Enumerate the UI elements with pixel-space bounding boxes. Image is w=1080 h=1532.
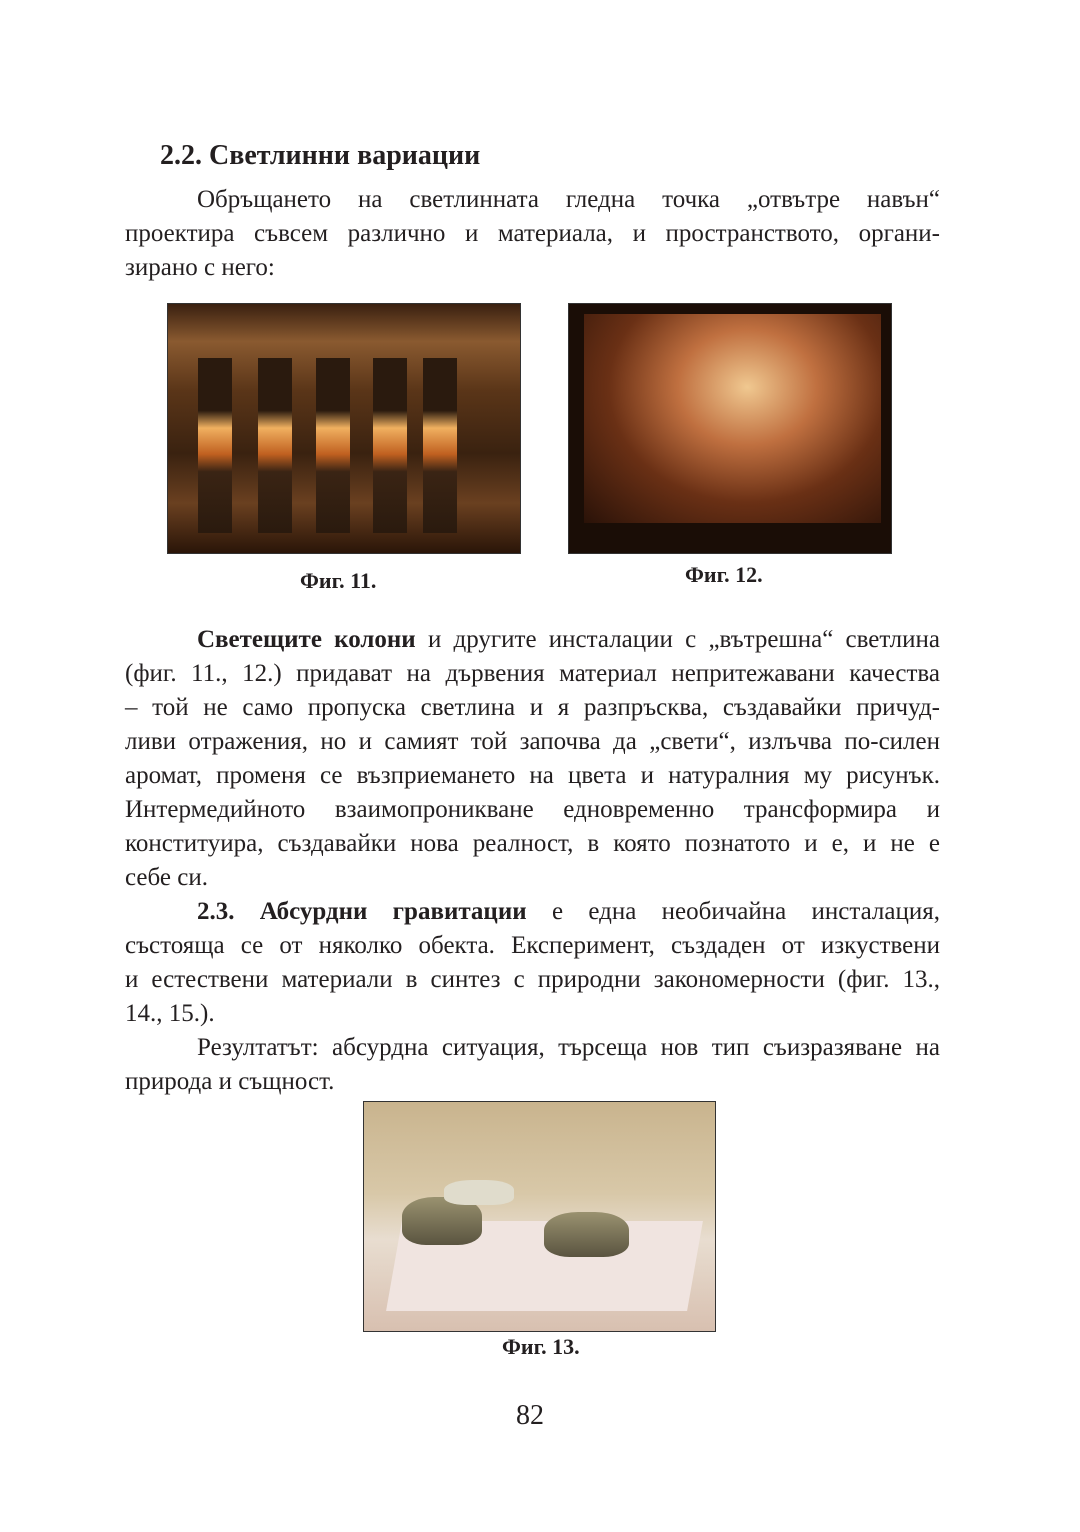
intro-paragraph [125, 183, 940, 285]
text-line [125, 623, 940, 657]
text-line: аромат, променя се възприемането на цвета и натуралния му рисунък. [125, 762, 940, 789]
body-paragraph-1 [125, 623, 940, 1099]
figure-12-image [568, 303, 892, 554]
text-line: зирано с него: [125, 254, 275, 281]
page-number: 82 [516, 1400, 544, 1431]
text-line: ливи отражения, но и самият той започва да „свети“, излъчва по-силен [125, 728, 940, 755]
figure-13-caption: Фиг. 13. [502, 1334, 580, 1359]
text-span: е една необичайна инсталация, [526, 898, 940, 925]
text-line: конституира, създавайки нова реалност, в която познатото и е, и не е [125, 830, 940, 857]
figure-11-caption: Фиг. 11. [300, 568, 377, 593]
figure-13-image [363, 1101, 716, 1332]
text-line: състояща се от няколко обекта. Експеримент, създаден от изкуствени [125, 932, 940, 959]
text-line: Резултатът: абсурдна ситуация, търсеща нов тип съизразяване на [197, 1034, 940, 1061]
section-heading: 2.2. Светлинни вариации [160, 140, 481, 171]
text-line: (фиг. 11., 12.) придават на дървения материал непритежавани качества [125, 660, 940, 687]
text-line: – той не само пропуска светлина и я разпръсква, създавайки причуд- [125, 694, 940, 721]
text-line: Интермедийното взаимопроникване едновременно трансформира и [125, 796, 940, 823]
text-line: 14., 15.). [125, 1000, 215, 1027]
bold-term: 2.3. Абсурдни гравитации [197, 898, 527, 925]
text-span: и другите инсталации с „вътрешна“ светлина [415, 626, 940, 653]
text-line [125, 895, 940, 929]
text-line: природа и същност. [125, 1068, 335, 1095]
text-line: и естествени материали в синтез с природни закономерности (фиг. 13., [125, 966, 940, 993]
text-line: Обръщането на светлинната гледна точка „отвътре навън“ [197, 186, 940, 213]
bold-term: Светещите колони [197, 626, 416, 653]
text-line: себе си. [125, 864, 208, 891]
figure-11-image [167, 303, 521, 554]
figure-12-caption: Фиг. 12. [685, 562, 763, 587]
text-line: проектира съвсем различно и материала, и пространството, органи- [125, 220, 940, 247]
